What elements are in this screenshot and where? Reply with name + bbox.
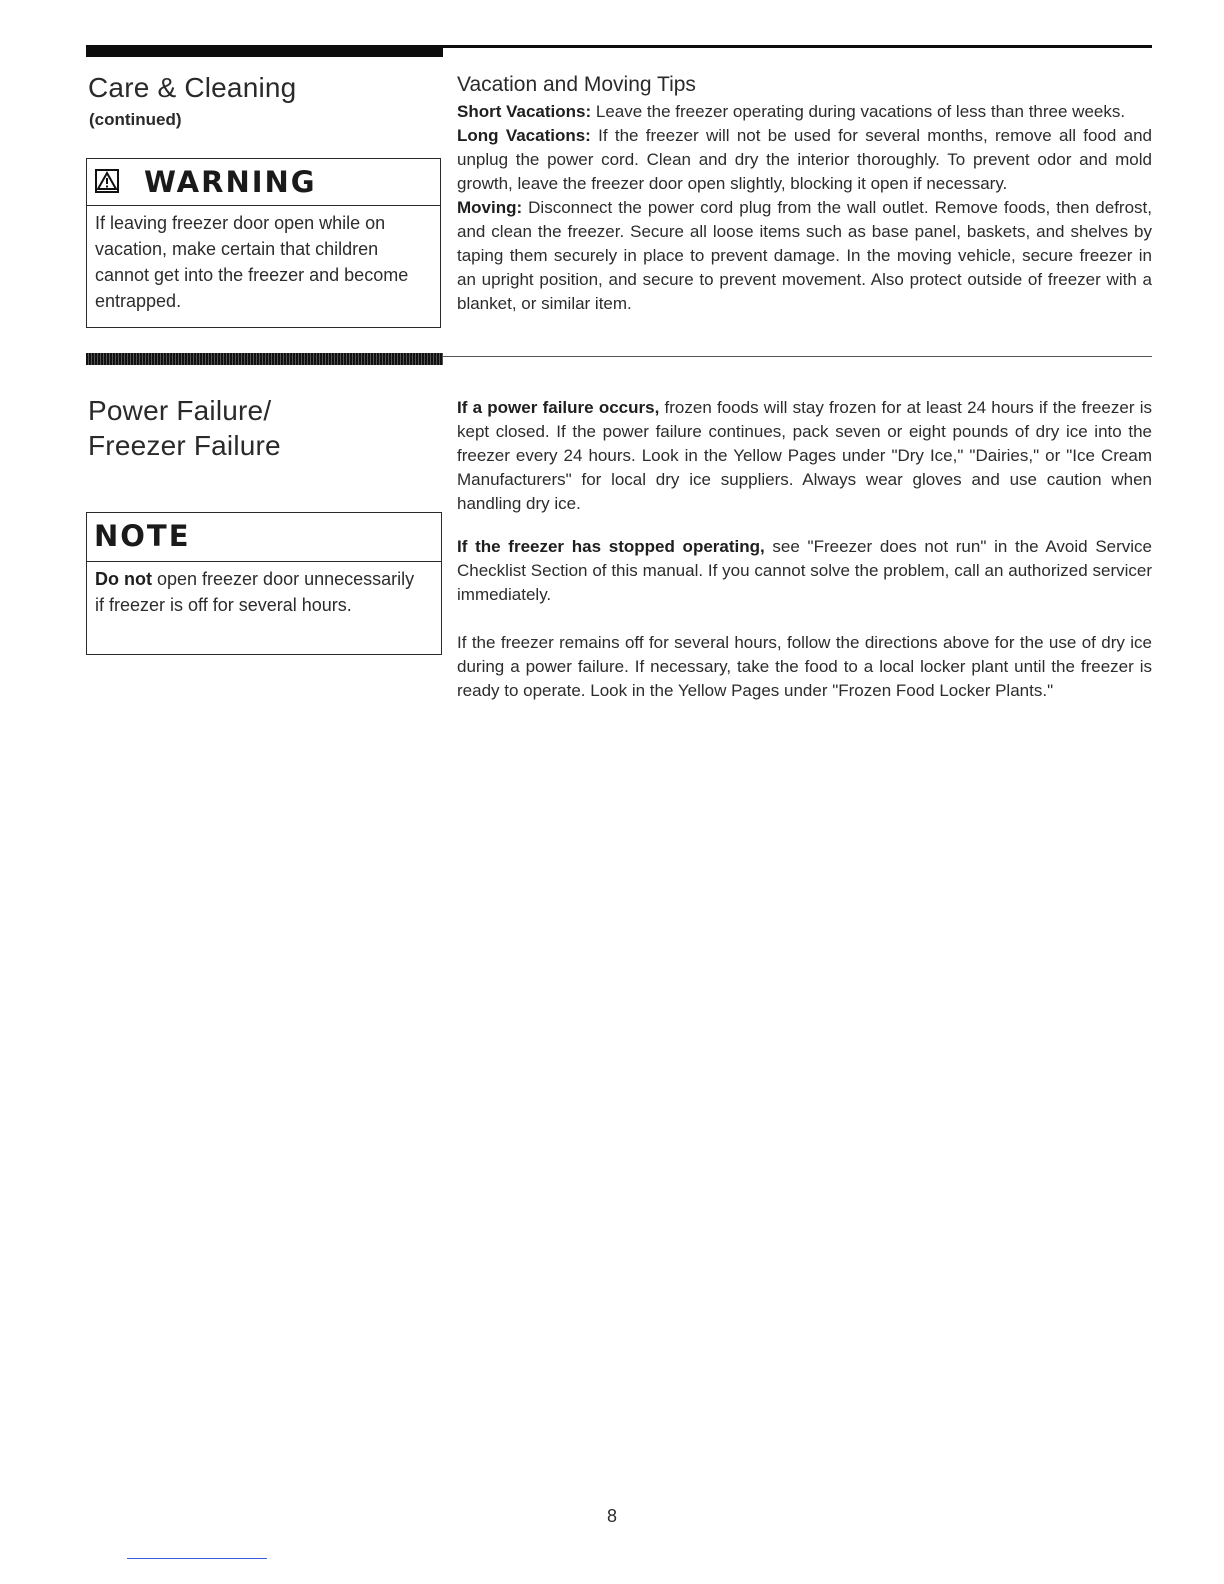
power-failure-paragraph	[457, 396, 1152, 516]
power-failure-title-line1: Power Failure/	[88, 395, 272, 426]
stopped-operating-lead: If the freezer has stopped operating,	[457, 537, 765, 556]
note-body: open freezer door unnecessarily if freezer is off for several hours.	[95, 569, 415, 615]
long-vacations-text: If the freezer will not be used for several months, remove all food and unplug the power cord. Clean and dry the interior thoroughly. To prevent odor and mold growth, leave the freezer door open slightly, blocking it open if necessary.	[457, 126, 1152, 193]
note-heading: NOTE	[94, 519, 191, 553]
power-failure-text: frozen foods will stay frozen for at least 24 hours if the freezer is kept closed. If the power failure continues, pack seven or eight pounds of dry ice into the freezer every 24 hours. Look in the Yellow Pages under "Dry Ice," "Dairies," or "Ice Cream Manufacturers" for local dry ice suppliers. Always wear gloves and use caution when handling dry ice.	[457, 398, 1153, 513]
vacation-moving-heading: Vacation and Moving Tips	[457, 73, 696, 96]
warning-header	[87, 159, 440, 206]
remains-off-paragraph: If the freezer remains off for several hours, follow the directions above for the use of dry ice during a power failure. If necessary, take the food to a local locker plant until the freezer is ready to operate. Look in the Yellow Pages under "Frozen Food Locker Plants."	[457, 633, 1152, 700]
power-failure-lead: If a power failure occurs,	[457, 398, 660, 417]
warning-text: If leaving freezer door open while on vacation, make certain that children cannot get into the freezer and become entrapped.	[95, 213, 409, 311]
care-cleaning-title: Care & Cleaning	[88, 72, 297, 103]
moving-text: Disconnect the power cord plug from the wall outlet. Remove foods, then defrost, and clean the freezer. Secure all loose items such as base panel, baskets, and shelves by taping them securely in place to prevent damage. In the moving vehicle, secure freezer in an upright position, and secure to prevent movement. Also protect outside of freezer with a blanket, or similar item.	[457, 198, 1152, 313]
stopped-operating-paragraph	[457, 535, 1152, 607]
long-vacations-paragraph	[457, 124, 1152, 196]
care-cleaning-subtitle: (continued)	[89, 110, 182, 129]
section-divider-thick	[86, 45, 443, 57]
short-vacations-paragraph	[457, 100, 1152, 124]
vacation-moving-section	[457, 73, 1152, 316]
note-lead: Do not	[95, 569, 152, 589]
warning-box	[86, 158, 441, 328]
short-vacations-lead: Short Vacations:	[457, 102, 592, 121]
note-box	[86, 512, 442, 655]
section-divider-dotted	[86, 353, 443, 365]
power-failure-title-line2: Freezer Failure	[88, 430, 281, 461]
warning-heading: WARNING	[144, 165, 317, 199]
note-header	[87, 513, 441, 562]
long-vacations-lead: Long Vacations:	[457, 126, 591, 145]
note-text	[87, 562, 435, 618]
power-failure-section	[457, 396, 1152, 703]
section-divider-hairline	[443, 356, 1152, 357]
section-divider-thin	[443, 45, 1152, 48]
stopped-operating-text: see "Freezer does not run" in the Avoid Service Checklist Section of this manual. If you cannot solve the problem, call an authorized servicer immediately.	[457, 537, 1153, 604]
footer-line	[127, 1558, 267, 1559]
moving-lead: Moving:	[457, 198, 523, 217]
short-vacations-text: Leave the freezer operating during vacations of less than three weeks.	[591, 102, 1126, 121]
moving-paragraph	[457, 196, 1152, 316]
page-number: 8	[606, 1506, 617, 1526]
warning-triangle-icon	[95, 169, 119, 193]
